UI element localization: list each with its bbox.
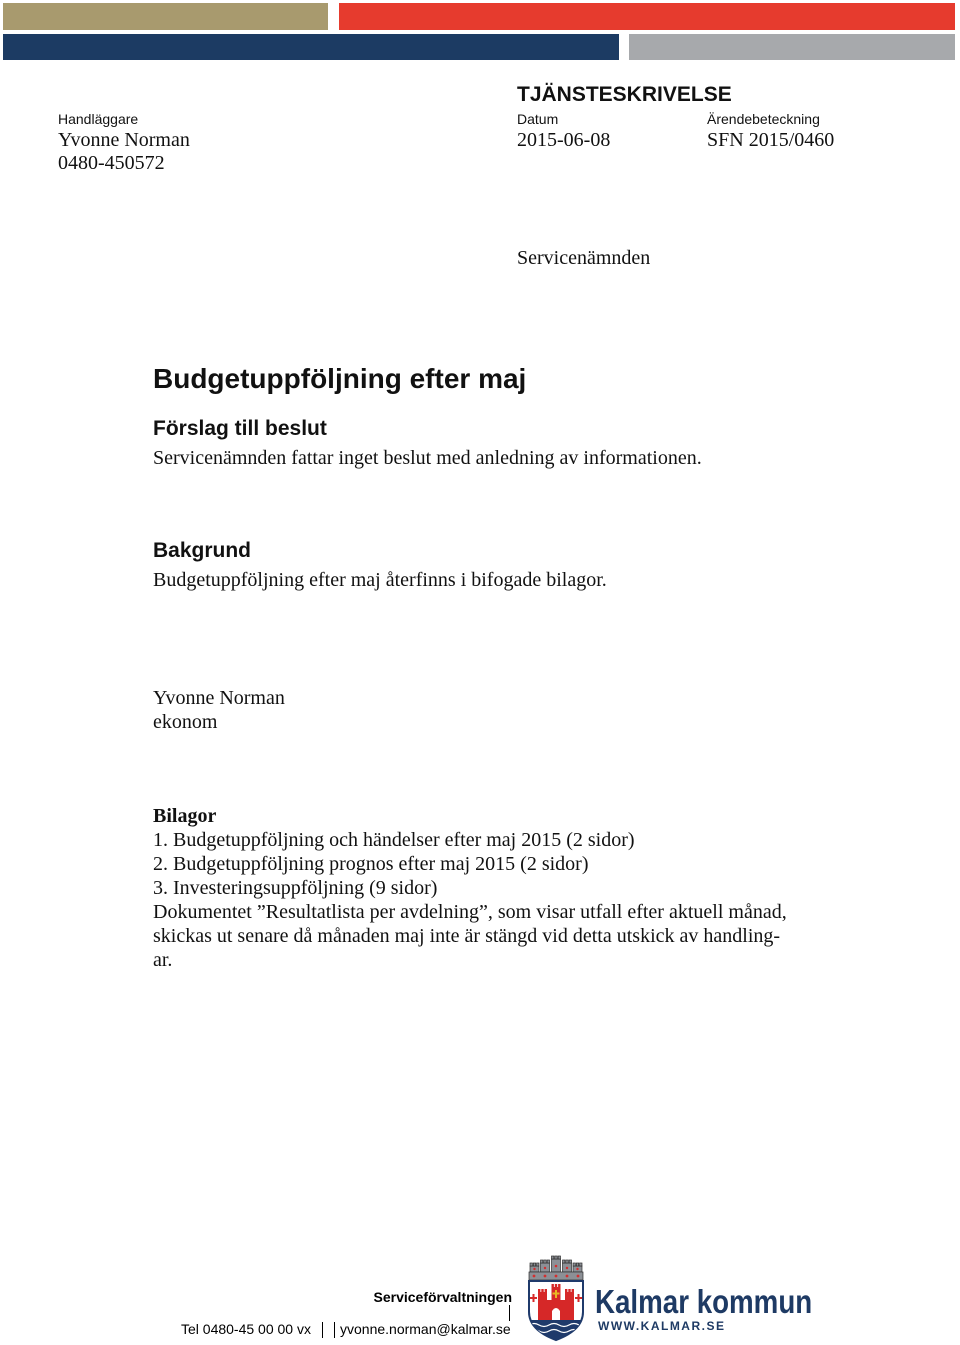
attachment-note-line: Dokumentet ”Resultatlista per avdelning”, som visar utfall efter aktuell månad, bbox=[153, 901, 787, 923]
recipient: Servicenämnden bbox=[517, 247, 651, 269]
attachment-item: 3. Investeringsuppföljning (9 sidor) bbox=[153, 877, 438, 899]
header-bar-navy bbox=[3, 34, 619, 60]
footer-divider bbox=[334, 1322, 335, 1338]
document-type: TJÄNSTESKRIVELSE bbox=[517, 83, 732, 106]
handler-phone: 0480-450572 bbox=[58, 152, 165, 174]
date-value: 2015-06-08 bbox=[517, 129, 611, 151]
footer-department: Serviceförvaltningen bbox=[373, 1289, 512, 1305]
attachments-heading: Bilagor bbox=[153, 805, 217, 827]
proposal-heading: Förslag till beslut bbox=[153, 417, 327, 440]
background-heading: Bakgrund bbox=[153, 539, 252, 562]
attachment-note-line: ar. bbox=[153, 949, 173, 971]
handler-name: Yvonne Norman bbox=[58, 129, 190, 151]
attachment-item: 1. Budgetuppföljning och händelser efter maj 2015 (2 sidor) bbox=[153, 829, 635, 851]
case-number: SFN 2015/0460 bbox=[707, 129, 835, 151]
kalmar-coat-of-arms-icon bbox=[525, 1254, 587, 1342]
header-bar-red bbox=[339, 3, 955, 30]
footer-divider bbox=[509, 1305, 510, 1321]
page-title: Budgetuppföljning efter maj bbox=[153, 363, 527, 394]
proposal-text: Servicenämnden fattar inget beslut med anledning av informationen. bbox=[153, 447, 702, 469]
background-text: Budgetuppföljning efter maj återfinns i bifogade bilagor. bbox=[153, 569, 607, 591]
header-bar-gold bbox=[3, 3, 328, 30]
shield-waves bbox=[525, 1320, 587, 1342]
date-label: Datum bbox=[517, 111, 559, 127]
attachment-item: 2. Budgetuppföljning prognos efter maj 2015 (2 sidor) bbox=[153, 853, 589, 875]
header-bar-gray bbox=[629, 34, 955, 60]
handler-label: Handläggare bbox=[58, 111, 139, 127]
case-label: Ärendebeteckning bbox=[707, 111, 820, 127]
signature-role: ekonom bbox=[153, 711, 218, 733]
signature-name: Yvonne Norman bbox=[153, 687, 285, 709]
footer-email: yvonne.norman@kalmar.se bbox=[340, 1321, 511, 1337]
brand-website: WWW.KALMAR.SE bbox=[598, 1319, 726, 1333]
castle-gate bbox=[552, 1308, 560, 1320]
footer-divider bbox=[322, 1322, 323, 1338]
attachment-note-line: skickas ut senare då månaden maj inte är stängd vid detta utskick av handling- bbox=[153, 925, 781, 947]
brand-name: Kalmar kommun bbox=[595, 1283, 813, 1320]
footer-phone: Tel 0480-45 00 00 vx bbox=[181, 1321, 311, 1337]
